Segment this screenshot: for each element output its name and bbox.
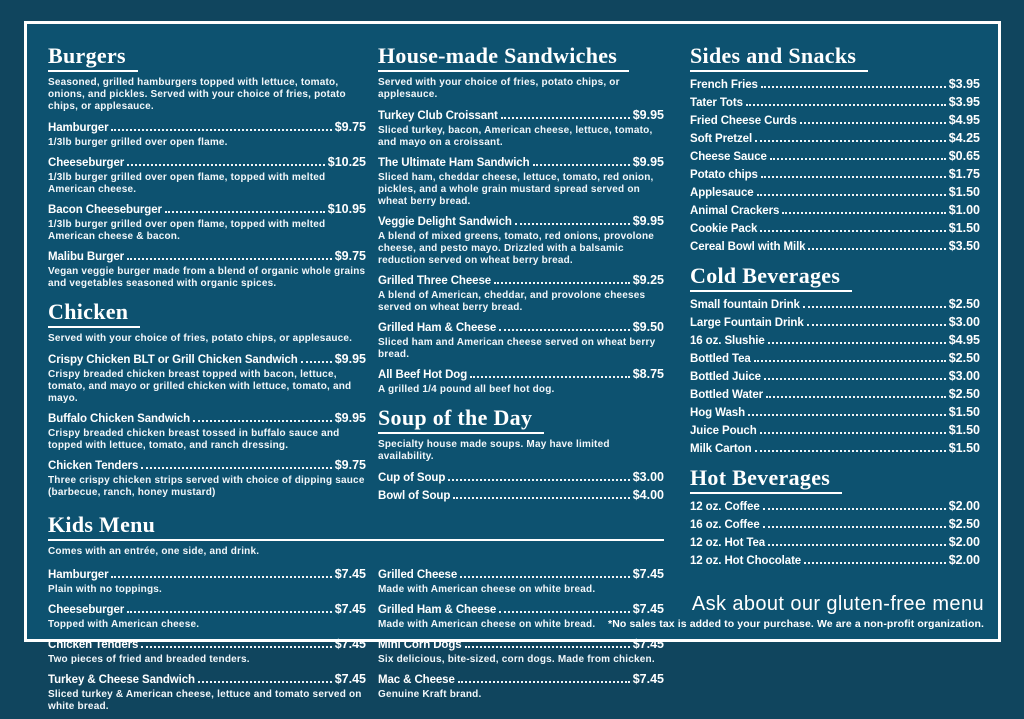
item-price: $3.95 bbox=[948, 95, 980, 109]
section-sandwiches bbox=[378, 44, 664, 396]
dot-leader bbox=[803, 306, 946, 308]
item-description: Sliced turkey, bacon, American cheese, lettuce, tomato, and mayo on a croissant. bbox=[378, 125, 653, 148]
menu-item bbox=[690, 315, 980, 330]
dot-leader bbox=[754, 360, 946, 362]
item-price: $1.50 bbox=[948, 405, 980, 419]
item-price: $7.45 bbox=[632, 637, 664, 651]
menu-item bbox=[690, 441, 980, 456]
item-price: $1.50 bbox=[948, 441, 980, 455]
item-description: Sliced ham, cheddar cheese, lettuce, tomato, red onion, pickles, and a whole grain mustard spread served on wheat berry bread. bbox=[378, 172, 654, 207]
menu-item bbox=[690, 499, 980, 514]
item-list-kids-left bbox=[48, 567, 366, 713]
item-name: Mini Corn Dogs bbox=[378, 639, 462, 651]
menu-item bbox=[690, 405, 980, 420]
menu-item bbox=[48, 352, 366, 405]
item-description: Two pieces of fried and breaded tenders. bbox=[48, 654, 250, 665]
menu-item bbox=[690, 113, 980, 128]
menu-item bbox=[378, 214, 664, 267]
item-price: $2.50 bbox=[948, 351, 980, 365]
item-description: Sliced ham and American cheese served on wheat berry bread. bbox=[378, 337, 656, 360]
item-name: Cookie Pack bbox=[690, 223, 758, 235]
item-name: All Beef Hot Dog bbox=[378, 369, 468, 381]
dot-leader bbox=[807, 324, 946, 326]
section-hot-beverages bbox=[690, 466, 980, 568]
item-name: 16 oz. Slushie bbox=[690, 335, 765, 347]
item-price: $4.00 bbox=[632, 488, 664, 502]
kids-columns bbox=[48, 565, 664, 719]
section-title-kids-menu: Kids Menu bbox=[48, 513, 664, 541]
section-cold-beverages bbox=[690, 264, 980, 456]
dot-leader bbox=[111, 576, 331, 578]
dot-leader bbox=[458, 681, 630, 683]
item-price: $3.00 bbox=[632, 470, 664, 484]
menu-content bbox=[27, 24, 998, 712]
menu-item bbox=[690, 297, 980, 312]
dot-leader bbox=[470, 376, 630, 378]
item-list-chicken bbox=[48, 352, 366, 499]
item-list-hot-beverages bbox=[690, 499, 980, 568]
menu-item bbox=[378, 637, 664, 666]
menu-item bbox=[690, 149, 980, 164]
section-description-burgers: Seasoned, grilled hamburgers topped with lettuce, tomato, onions, and pickles. Served with your choice of fries, potato chips, or applesauce. bbox=[48, 77, 346, 112]
kids-right-column bbox=[378, 565, 664, 719]
item-list-sandwiches bbox=[378, 108, 664, 396]
dot-leader bbox=[760, 432, 946, 434]
dot-leader bbox=[804, 562, 946, 564]
section-chicken bbox=[48, 300, 366, 499]
dot-leader bbox=[761, 176, 946, 178]
item-name: Chicken Tenders bbox=[48, 460, 139, 472]
item-price: $2.00 bbox=[948, 553, 980, 567]
menu-item bbox=[48, 249, 366, 290]
menu-item bbox=[48, 637, 366, 666]
item-name: Crispy Chicken BLT or Grill Chicken Sandwich bbox=[48, 354, 298, 366]
item-name: Cheeseburger bbox=[48, 604, 125, 616]
menu-item bbox=[378, 470, 664, 485]
item-price: $1.00 bbox=[948, 203, 980, 217]
menu-item bbox=[378, 155, 664, 208]
item-price: $1.50 bbox=[948, 221, 980, 235]
section-title-burgers: Burgers bbox=[48, 44, 138, 72]
dot-leader bbox=[515, 223, 630, 225]
item-name: Chicken Tenders bbox=[48, 639, 139, 651]
dot-leader bbox=[448, 479, 629, 481]
item-name: Grilled Ham & Cheese bbox=[378, 604, 497, 616]
dot-leader bbox=[501, 117, 630, 119]
menu-item bbox=[690, 167, 980, 182]
item-description: A blend of mixed greens, tomato, red onions, provolone cheese, and pesto mayo. Drizzled with a balsamic reduction served on wheat berry bread. bbox=[378, 231, 655, 266]
item-price: $7.45 bbox=[334, 672, 366, 686]
item-description: Vegan veggie burger made from a blend of organic whole grains and vegetables seasoned with organic spices. bbox=[48, 266, 366, 289]
item-price: $8.75 bbox=[632, 367, 664, 381]
item-name: Potato chips bbox=[690, 169, 758, 181]
item-name: Large Fountain Drink bbox=[690, 317, 804, 329]
dot-leader bbox=[764, 378, 946, 380]
upper-columns bbox=[48, 44, 664, 513]
dot-leader bbox=[453, 497, 629, 499]
menu-item bbox=[48, 411, 366, 452]
item-name: Cheese Sauce bbox=[690, 151, 767, 163]
dot-leader bbox=[141, 467, 331, 469]
item-price: $10.95 bbox=[327, 202, 366, 216]
item-price: $4.95 bbox=[948, 113, 980, 127]
menu-item bbox=[48, 155, 366, 196]
section-kids-menu bbox=[48, 513, 664, 719]
item-name: Mac & Cheese bbox=[378, 674, 455, 686]
dot-leader bbox=[746, 104, 946, 106]
item-price: $10.25 bbox=[327, 155, 366, 169]
item-description: Crispy breaded chicken breast tossed in buffalo sauce and topped with lettuce, tomato, and ranch dressing. bbox=[48, 428, 340, 451]
item-name: Cheeseburger bbox=[48, 157, 125, 169]
section-title-sandwiches: House-made Sandwiches bbox=[378, 44, 629, 72]
item-price: $7.45 bbox=[334, 567, 366, 581]
item-price: $0.65 bbox=[948, 149, 980, 163]
item-description: Plain with no toppings. bbox=[48, 584, 163, 595]
menu-item bbox=[378, 488, 664, 503]
dot-leader bbox=[766, 396, 946, 398]
item-price: $4.25 bbox=[948, 131, 980, 145]
item-description: Made with American cheese on white bread. bbox=[378, 619, 596, 630]
left-region bbox=[48, 43, 664, 712]
menu-item bbox=[690, 203, 980, 218]
item-name: Hamburger bbox=[48, 122, 109, 134]
item-name: French Fries bbox=[690, 79, 758, 91]
item-price: $7.45 bbox=[334, 637, 366, 651]
menu-item bbox=[378, 367, 664, 396]
menu-item bbox=[378, 320, 664, 361]
item-price: $3.00 bbox=[948, 369, 980, 383]
item-description: Three crispy chicken strips served with choice of dipping sauce (barbecue, ranch, honey mustard) bbox=[48, 475, 365, 498]
item-list-burgers bbox=[48, 120, 366, 290]
item-name: Small fountain Drink bbox=[690, 299, 800, 311]
item-name: Turkey Club Croissant bbox=[378, 110, 498, 122]
item-name: Bottled Tea bbox=[690, 353, 751, 365]
kids-left-column bbox=[48, 565, 366, 719]
menu-item bbox=[690, 351, 980, 366]
item-price: $9.50 bbox=[632, 320, 664, 334]
item-list-cold-beverages bbox=[690, 297, 980, 456]
dot-leader bbox=[757, 194, 946, 196]
item-price: $2.50 bbox=[948, 297, 980, 311]
item-price: $9.95 bbox=[334, 411, 366, 425]
item-price: $9.95 bbox=[632, 214, 664, 228]
item-price: $9.25 bbox=[632, 273, 664, 287]
item-price: $1.50 bbox=[948, 185, 980, 199]
gluten-free-headline: Ask about our gluten-free menu bbox=[691, 593, 984, 615]
item-price: $3.00 bbox=[948, 315, 980, 329]
item-description: Crispy breaded chicken breast topped with bacon, lettuce, tomato, and mayo or grilled chicken with lettuce, tomato, and mayo. bbox=[48, 369, 352, 404]
item-price: $1.50 bbox=[948, 423, 980, 437]
item-name: Bacon Cheeseburger bbox=[48, 204, 162, 216]
item-description: A grilled 1/4 pound all beef hot dog. bbox=[378, 384, 555, 395]
section-soup bbox=[378, 406, 664, 503]
dot-leader bbox=[808, 248, 945, 250]
item-name: Veggie Delight Sandwich bbox=[378, 216, 512, 228]
dot-leader bbox=[127, 164, 325, 166]
dot-leader bbox=[494, 282, 630, 284]
column-sides-beverages bbox=[690, 44, 980, 639]
item-name: 12 oz. Hot Tea bbox=[690, 537, 766, 549]
menu-item bbox=[690, 185, 980, 200]
column-burgers-chicken bbox=[48, 44, 366, 513]
item-name: Animal Crackers bbox=[690, 205, 780, 217]
item-name: The Ultimate Ham Sandwich bbox=[378, 157, 530, 169]
item-name: Bottled Water bbox=[690, 389, 764, 401]
dot-leader bbox=[165, 211, 325, 213]
menu-item bbox=[690, 553, 980, 568]
item-name: Cereal Bowl with Milk bbox=[690, 241, 806, 253]
item-list-kids-right bbox=[378, 567, 664, 701]
item-price: $3.95 bbox=[948, 77, 980, 91]
dot-leader bbox=[800, 122, 946, 124]
menu-item bbox=[378, 108, 664, 149]
menu-item bbox=[378, 672, 664, 701]
item-name: Grilled Three Cheese bbox=[378, 275, 492, 287]
item-name: Buffalo Chicken Sandwich bbox=[48, 413, 191, 425]
section-description-soup: Specialty house made soups. May have limited availability. bbox=[378, 439, 610, 462]
dot-leader bbox=[111, 129, 331, 131]
dot-leader bbox=[460, 576, 630, 578]
item-description: Genuine Kraft brand. bbox=[378, 689, 482, 700]
item-name: Turkey & Cheese Sandwich bbox=[48, 674, 195, 686]
item-name: Juice Pouch bbox=[690, 425, 757, 437]
item-price: $9.95 bbox=[334, 352, 366, 366]
menu-item bbox=[690, 369, 980, 384]
item-name: Malibu Burger bbox=[48, 251, 125, 263]
section-burgers bbox=[48, 44, 366, 290]
item-price: $2.50 bbox=[948, 517, 980, 531]
item-description: Made with American cheese on white bread. bbox=[378, 584, 596, 595]
item-price: $9.75 bbox=[334, 249, 366, 263]
menu-item bbox=[48, 202, 366, 243]
menu-item bbox=[690, 131, 980, 146]
item-price: $7.45 bbox=[632, 567, 664, 581]
item-name: 16 oz. Coffee bbox=[690, 519, 760, 531]
item-name: Grilled Ham & Cheese bbox=[378, 322, 497, 334]
item-description: A blend of American, cheddar, and provolone cheeses served on wheat berry bread. bbox=[378, 290, 646, 313]
section-title-cold-beverages: Cold Beverages bbox=[690, 264, 852, 292]
item-description: 1/3lb burger grilled over open flame. bbox=[48, 137, 228, 148]
item-price: $7.45 bbox=[632, 672, 664, 686]
section-description-kids-menu: Comes with an entrée, one side, and drink. bbox=[48, 546, 260, 557]
item-price: $3.50 bbox=[948, 239, 980, 253]
item-price: $2.50 bbox=[948, 387, 980, 401]
section-description-sandwiches: Served with your choice of fries, potato chips, or applesauce. bbox=[378, 77, 620, 100]
dot-leader bbox=[768, 342, 946, 344]
menu-item bbox=[48, 672, 366, 713]
item-description: 1/3lb burger grilled over open flame, topped with melted American cheese. bbox=[48, 172, 326, 195]
menu-item bbox=[690, 535, 980, 550]
item-price: $4.95 bbox=[948, 333, 980, 347]
dot-leader bbox=[748, 414, 946, 416]
dot-leader bbox=[755, 450, 946, 452]
item-price: $2.00 bbox=[948, 499, 980, 513]
menu-item bbox=[48, 458, 366, 499]
menu-item bbox=[690, 221, 980, 236]
dot-leader bbox=[533, 164, 630, 166]
item-list-sides bbox=[690, 77, 980, 254]
dot-leader bbox=[770, 158, 946, 160]
item-description: Sliced turkey & American cheese, lettuce and tomato served on white bread. bbox=[48, 689, 362, 712]
item-name: Bottled Juice bbox=[690, 371, 761, 383]
item-name: Applesauce bbox=[690, 187, 754, 199]
item-name: Cup of Soup bbox=[378, 472, 446, 484]
dot-leader bbox=[301, 361, 332, 363]
dot-leader bbox=[760, 230, 945, 232]
item-price: $2.00 bbox=[948, 535, 980, 549]
section-title-soup: Soup of the Day bbox=[378, 406, 544, 434]
section-title-hot-beverages: Hot Beverages bbox=[690, 466, 842, 494]
menu-item bbox=[690, 239, 980, 254]
menu-item bbox=[690, 387, 980, 402]
item-price: $9.75 bbox=[334, 458, 366, 472]
item-name: Hog Wash bbox=[690, 407, 745, 419]
menu-item bbox=[690, 95, 980, 110]
dot-leader bbox=[127, 611, 332, 613]
item-price: $9.75 bbox=[334, 120, 366, 134]
dot-leader bbox=[465, 646, 630, 648]
menu-item bbox=[690, 333, 980, 348]
menu-item bbox=[48, 567, 366, 596]
item-name: 12 oz. Hot Chocolate bbox=[690, 555, 802, 567]
dot-leader bbox=[763, 508, 946, 510]
section-title-sides-snacks: Sides and Snacks bbox=[690, 44, 868, 72]
item-price: $9.95 bbox=[632, 108, 664, 122]
item-list-soup bbox=[378, 470, 664, 503]
menu-item bbox=[48, 120, 366, 149]
dot-leader bbox=[141, 646, 331, 648]
section-title-chicken: Chicken bbox=[48, 300, 140, 328]
item-description: Six delicious, bite-sized, corn dogs. Made from chicken. bbox=[378, 654, 655, 665]
menu-frame bbox=[24, 21, 1001, 712]
item-name: Hamburger bbox=[48, 569, 109, 581]
tax-note: *No sales tax is added to your purchase. We are a non-profit organization. bbox=[608, 618, 984, 630]
item-price: $9.95 bbox=[632, 155, 664, 169]
menu-item bbox=[48, 602, 366, 631]
dot-leader bbox=[782, 212, 945, 214]
dot-leader bbox=[763, 526, 946, 528]
item-name: Tater Tots bbox=[690, 97, 743, 109]
item-name: Grilled Cheese bbox=[378, 569, 458, 581]
menu-item bbox=[690, 517, 980, 532]
item-name: Fried Cheese Curds bbox=[690, 115, 797, 127]
item-description: Topped with American cheese. bbox=[48, 619, 200, 630]
column-sandwiches-soup bbox=[378, 44, 664, 513]
item-price: $7.45 bbox=[334, 602, 366, 616]
menu-item bbox=[378, 273, 664, 314]
menu-item bbox=[690, 423, 980, 438]
item-price: $7.45 bbox=[632, 602, 664, 616]
dot-leader bbox=[768, 544, 946, 546]
dot-leader bbox=[761, 86, 946, 88]
dot-leader bbox=[198, 681, 332, 683]
section-sides-snacks bbox=[690, 44, 980, 254]
item-name: Bowl of Soup bbox=[378, 490, 451, 502]
item-price: $1.75 bbox=[948, 167, 980, 181]
dot-leader bbox=[127, 258, 332, 260]
footer bbox=[608, 592, 984, 630]
item-name: 12 oz. Coffee bbox=[690, 501, 760, 513]
dot-leader bbox=[755, 140, 946, 142]
item-name: Soft Pretzel bbox=[690, 133, 753, 145]
dot-leader bbox=[193, 420, 332, 422]
item-description: 1/3lb burger grilled over open flame, topped with melted American cheese & bacon. bbox=[48, 219, 326, 242]
dot-leader bbox=[499, 329, 630, 331]
section-description-chicken: Served with your choice of fries, potato chips, or applesauce. bbox=[48, 333, 353, 344]
item-name: Milk Carton bbox=[690, 443, 752, 455]
menu-item bbox=[690, 77, 980, 92]
